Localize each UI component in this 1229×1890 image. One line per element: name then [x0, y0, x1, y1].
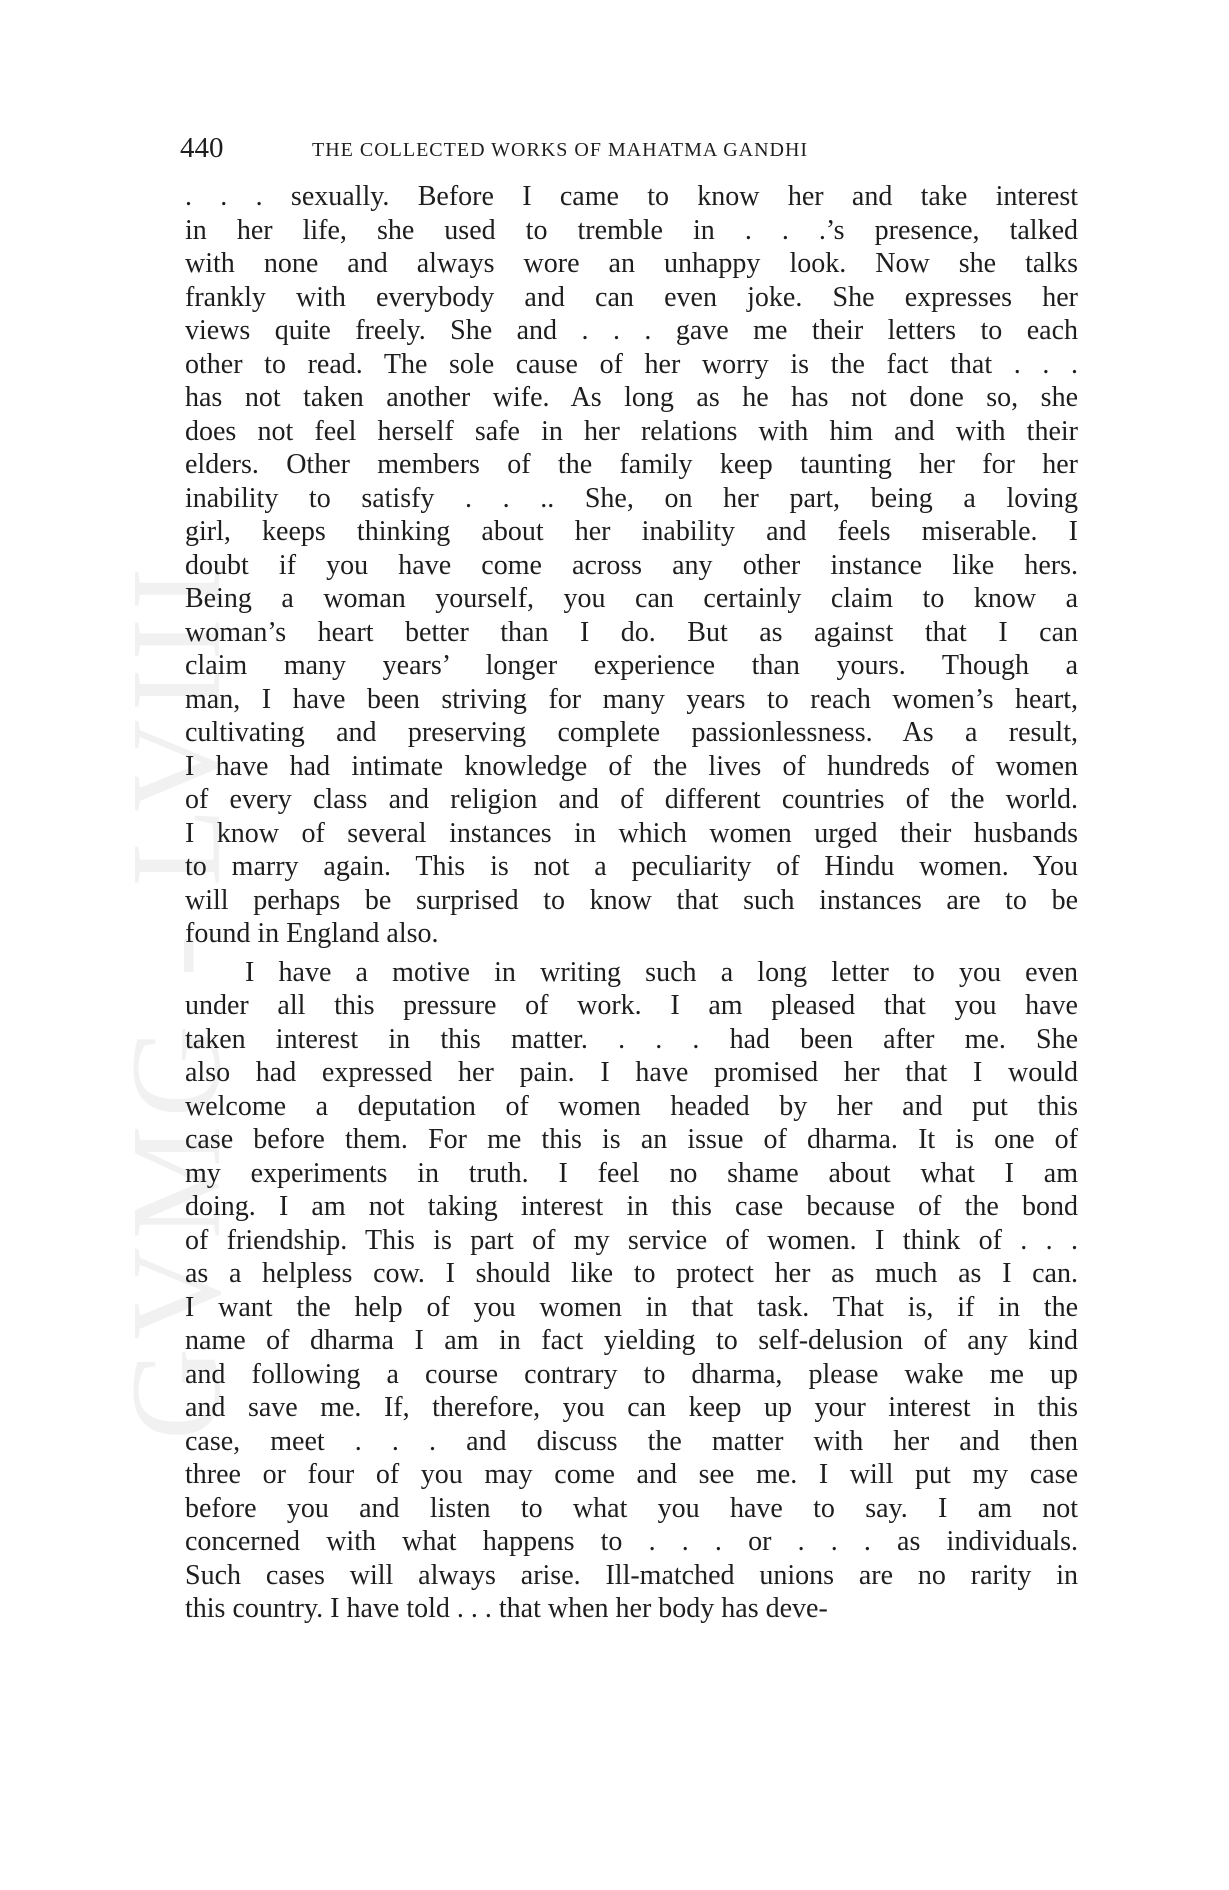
text-line: concerned with what happens to . . . or . . . as individuals.: [185, 1526, 1078, 1557]
text-line: man, I have been striving for many years to reach women’s heart,: [185, 683, 1078, 715]
text-line: inability to satisfy . . .. She, on her part, being a loving: [185, 482, 1078, 514]
text-line: I have a motive in writing such a long letter to you even: [245, 956, 1078, 988]
text-line: three or four of you may come and see me. I will put my case: [185, 1459, 1078, 1490]
text-line: cultivating and preserving complete passionlessness. As a result,: [185, 717, 1078, 748]
text-line: and save me. If, therefore, you can keep up your interest in this: [185, 1392, 1078, 1423]
text-line: will perhaps be surprised to know that such instances are to be: [185, 884, 1078, 916]
text-line: this country. I have told . . . that when her body has deve-: [185, 1593, 828, 1624]
paragraph-1: [185, 180, 1078, 951]
text-line: doubt if you have come across any other instance like hers.: [185, 549, 1078, 581]
text-line: Such cases will always arise. Ill-matched unions are no rarity in: [185, 1559, 1078, 1591]
text-line: taken interest in this matter. . . . had been after me. She: [185, 1023, 1078, 1055]
text-line: case, meet . . . and discuss the matter with her and then: [185, 1425, 1078, 1457]
text-line: views quite freely. She and . . . gave me their letters to each: [185, 315, 1078, 346]
text-line: name of dharma I am in fact yielding to self-delusion of any kind: [185, 1325, 1078, 1356]
text-line: I have had intimate knowledge of the lives of hundreds of women: [185, 750, 1078, 782]
text-line: also had expressed her pain. I have promised her that I would: [185, 1057, 1078, 1088]
text-line: found in England also.: [185, 918, 439, 949]
watermark: GVMG - LVIII: [105, 559, 247, 1440]
text-line: . . . sexually. Before I came to know her and take interest: [185, 181, 1078, 212]
text-line: as a helpless cow. I should like to protect her as much as I can.: [185, 1258, 1078, 1289]
text-line: Being a woman yourself, you can certainly claim to know a: [185, 583, 1078, 614]
text-line: of friendship. This is part of my service of women. I think of . . .: [185, 1224, 1078, 1256]
text-line: does not feel herself safe in her relations with him and with their: [185, 415, 1078, 447]
text-line: frankly with everybody and can even joke. She expresses her: [185, 281, 1078, 313]
running-head: THE COLLECTED WORKS OF MAHATMA GANDHI: [312, 139, 809, 161]
text-line: and following a course contrary to dharma, please wake me up: [185, 1358, 1078, 1390]
text-line: with none and always wore an unhappy look. Now she talks: [185, 248, 1078, 279]
text-line: case before them. For me this is an issue of dharma. It is one of: [185, 1124, 1078, 1155]
page-number: 440: [180, 132, 224, 164]
text-line: before you and listen to what you have to say. I am not: [185, 1492, 1078, 1524]
text-line: in her life, she used to tremble in . . .’s presence, talked: [185, 214, 1078, 246]
text-line: to marry again. This is not a peculiarity of Hindu women. You: [185, 851, 1078, 882]
text-line: welcome a deputation of women headed by her and put this: [185, 1090, 1078, 1122]
text-line: doing. I am not taking interest in this case because of the bond: [185, 1191, 1078, 1222]
text-line: under all this pressure of work. I am pleased that you have: [185, 990, 1078, 1021]
body-text: [185, 180, 1078, 1626]
text-line: of every class and religion and of different countries of the world.: [185, 784, 1078, 815]
text-line: my experiments in truth. I feel no shame about what I am: [185, 1157, 1078, 1189]
paragraph-2: [185, 956, 1078, 1626]
text-line: woman’s heart better than I do. But as against that I can: [185, 616, 1078, 648]
text-line: I want the help of you women in that task. That is, if in the: [185, 1291, 1078, 1323]
text-line: other to read. The sole cause of her worry is the fact that . . .: [185, 348, 1078, 380]
text-line: I know of several instances in which women urged their husbands: [185, 817, 1078, 849]
page-header: [180, 130, 1080, 170]
text-line: elders. Other members of the family keep taunting her for her: [185, 449, 1078, 480]
text-line: has not taken another wife. As long as he has not done so, she: [185, 382, 1078, 413]
text-line: girl, keeps thinking about her inability and feels miserable. I: [185, 516, 1078, 547]
text-line: claim many years’ longer experience than yours. Though a: [185, 650, 1078, 681]
